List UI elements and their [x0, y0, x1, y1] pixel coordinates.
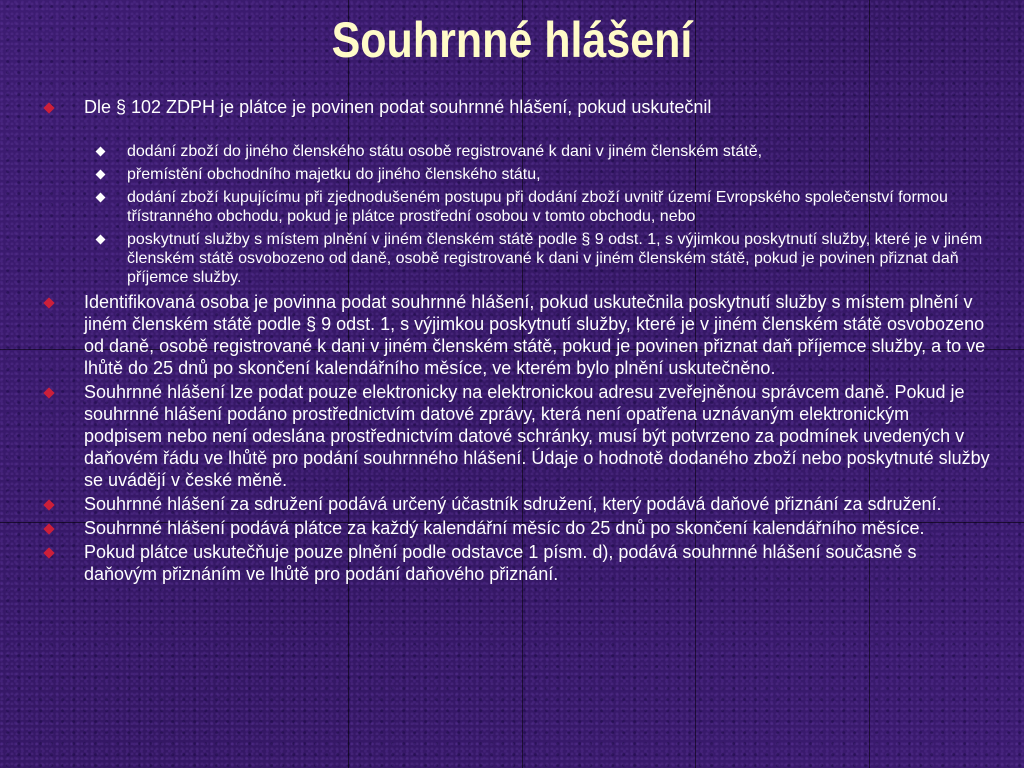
sub-bullet-item — [94, 188, 990, 226]
bullet-text: Souhrnné hlášení za sdružení podává určený účastník sdružení, který podává daňové přiznání za sdružení. — [84, 494, 942, 514]
sub-bullet-list — [94, 142, 990, 287]
bullet-text: Souhrnné hlášení podává plátce za každý kalendářní měsíc do 25 dnů po skončení kalendářního měsíce. — [84, 518, 925, 538]
diamond-bullet-icon — [43, 297, 54, 308]
diamond-bullet-icon — [96, 170, 106, 180]
diamond-bullet-icon — [43, 387, 54, 398]
sub-bullet-item — [94, 230, 990, 287]
slide-title: Souhrnné hlášení — [331, 12, 693, 68]
sub-bullet-item — [94, 142, 990, 161]
sub-bullet-text: dodání zboží do jiného členského státu osobě registrované k dani v jiném členském státě, — [127, 143, 763, 160]
bullet-item — [40, 541, 990, 585]
diamond-bullet-icon — [96, 147, 106, 157]
bullet-text: Pokud plátce uskutečňuje pouze plnění podle odstavce 1 písm. d), podává souhrnné hlášení současně s daňovým přiznáním ve lhůtě pro podání daňového přiznání. — [84, 542, 917, 584]
diamond-bullet-icon — [96, 235, 106, 245]
diamond-bullet-icon — [43, 102, 54, 113]
bullet-item — [40, 291, 990, 379]
bullet-item — [40, 96, 990, 118]
bullet-text: Identifikovaná osoba je povinna podat souhrnné hlášení, pokud uskutečnila poskytnutí služby s místem plnění v jiném členském státě podle § 9 odst. 1, s výjimkou poskytnutí služby, které je v jiném členském státě osvobozeno od daně, osobě registrované k dani v jiném členském státě, pokud je povinen přiznat daň příjemce služby, a to ve lhůtě do 25 dnů po skončení kalendářního měsíce, ve kterém bylo plnění uskutečněno. — [84, 292, 986, 378]
sub-bullet-text: dodání zboží kupujícímu při zjednodušeném postupu při dodání zboží uvnitř území Evropského společenství formou třístranného obchodu, pokud je plátce prostřední osobou v tomto obchodu, nebo — [127, 189, 948, 225]
bullet-item — [40, 517, 990, 539]
diamond-bullet-icon — [43, 499, 54, 510]
diamond-bullet-icon — [96, 193, 106, 203]
diamond-bullet-icon — [43, 523, 54, 534]
diamond-bullet-icon — [43, 547, 54, 558]
bullet-item — [40, 381, 990, 491]
bullet-text: Souhrnné hlášení lze podat pouze elektronicky na elektronickou adresu zveřejněnou správcem daně. Pokud je souhrnné hlášení podáno prostřednictvím datové zprávy, která není opatřena uznávaným elektronickým podpisem nebo není odeslána prostřednictvím datové schránky, musí být potvrzeno za podmínek uvedených v daňovém řádu ve lhůtě pro podání souhrnného hlášení. Údaje o hodnotě dodaného zboží nebo poskytnuté služby se uvádějí v české měně. — [84, 382, 990, 490]
sub-bullet-text: přemístění obchodního majetku do jiného členského státu, — [127, 166, 541, 183]
sub-bullet-text: poskytnutí služby s místem plnění v jiném členském státě podle § 9 odst. 1, s výjimkou poskytnutí služby, které je v jiném členském státě osvobozeno od daně, osobě registrované k dani v jiném členském státě, pokud je povinen přiznat daň příjemce služby. — [127, 231, 983, 286]
bullet-item — [40, 493, 990, 515]
bullet-text: Dle § 102 ZDPH je plátce je povinen podat souhrnné hlášení, pokud uskutečnil — [84, 97, 712, 117]
slide-content — [40, 96, 990, 585]
sub-bullet-item — [94, 165, 990, 184]
